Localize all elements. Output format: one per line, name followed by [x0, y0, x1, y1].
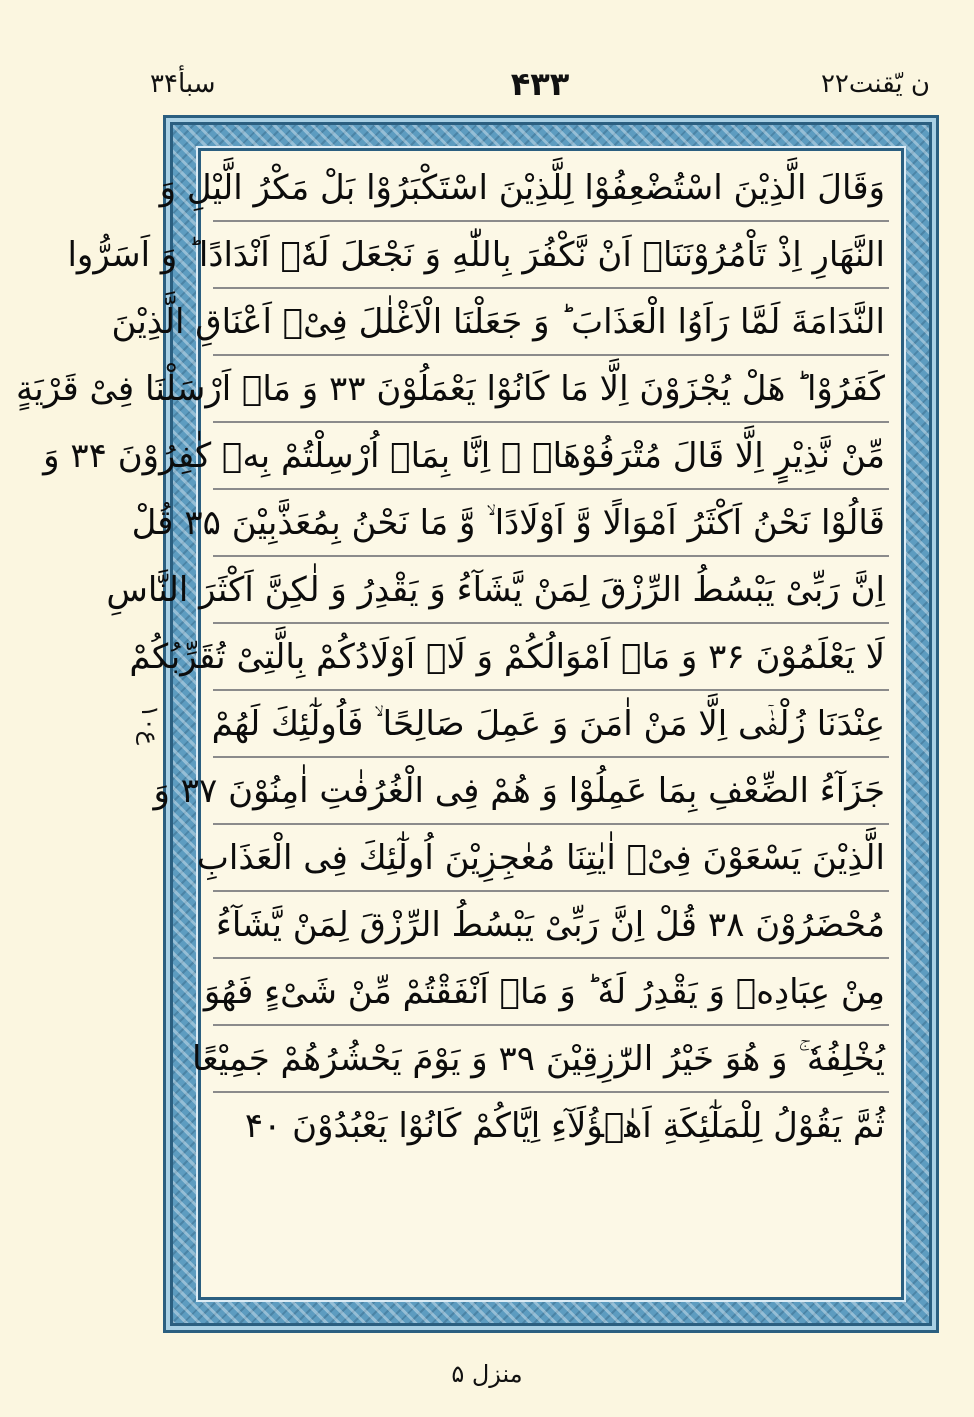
- verse-line: اِنَّ رَبِّیْ یَبْسُطُ الرِّزْقَ لِمَنْ یَّشَآءُ وَ یَقْدِرُ وَ لٰكِنَّ اَكْثَرَ النَّاسِ: [213, 557, 889, 624]
- verse-line: قَالُوْا نَحْنُ اَكْثَرُ اَمْوَالًا وَّ اَوْلَادًا ۙ وَّ مَا نَحْنُ بِمُعَذَّبِیْنَ ۳۵ قُلْ: [213, 490, 889, 557]
- manzil-footer: منزل ۵: [451, 1360, 523, 1388]
- verse-line: ثُمَّ یَقُوْلُ لِلْمَلٰٓئِكَةِ اَهٰۤؤُلَآءِ اِیَّاكُمْ كَانُوْا یَعْبُدُوْنَ ۴۰: [244, 1106, 885, 1146]
- page-number: ۴۳۳: [510, 65, 570, 103]
- verse-line: الَّذِیْنَ یَسْعَوْنَ فِیْۤ اٰیٰتِنَا مُعٰجِزِیْنَ اُولٰٓئِكَ فِی الْعَذَابِ: [213, 825, 889, 892]
- page-header: [150, 62, 930, 106]
- verse-line: جَزَآءُ الضِّعْفِ بِمَا عَمِلُوْا وَ هُمْ فِی الْغُرُفٰتِ اٰمِنُوْنَ ۳۷ وَ: [213, 758, 889, 825]
- verse-line: مِنْ عِبَادِهٖ وَ یَقْدِرُ لَهٗ ؕ وَ مَاۤ اَنْفَقْتُمْ مِّنْ شَیْءٍ فَهُوَ: [213, 959, 889, 1026]
- verse-line: كَفَرُوْا ؕ هَلْ یُجْزَوْنَ اِلَّا مَا كَانُوْا یَعْمَلُوْنَ ۳۳ وَ مَاۤ اَرْسَلْنَا فِیْ قَرْیَةٍ: [213, 356, 889, 423]
- ruku-marker: ع۱۰: [136, 704, 164, 745]
- verse-line: لَا یَعْلَمُوْنَ ۳۶ وَ مَاۤ اَمْوَالُكُمْ وَ لَاۤ اَوْلَادُكُمْ بِالَّتِیْ تُقَرِّبُكُمْ: [213, 624, 889, 691]
- verse-line: النَّدَامَةَ لَمَّا رَاَوُا الْعَذَابَ ؕ وَ جَعَلْنَا الْاَغْلٰلَ فِیْۤ اَعْنَاقِ الَّذِیْنَ: [213, 289, 889, 356]
- surah-name: سبأ۳۴: [150, 69, 216, 99]
- verse-line: مِّنْ نَّذِیْرٍ اِلَّا قَالَ مُتْرَفُوْهَاۤ ۙ اِنَّا بِمَاۤ اُرْسِلْتُمْ بِهٖ كٰفِرُوْنَ ۳۴ وَ: [213, 423, 889, 490]
- verse-line: مُحْضَرُوْنَ ۳۸ قُلْ اِنَّ رَبِّیْ یَبْسُطُ الرِّزْقَ لِمَنْ یَّشَآءُ: [213, 892, 889, 959]
- verse-line: یُخْلِفُهٗ ۚ وَ هُوَ خَیْرُ الرّٰزِقِیْنَ ۳۹ وَ یَوْمَ یَحْشُرُهُمْ جَمِیْعًا: [213, 1026, 889, 1093]
- verse-line: وَقَالَ الَّذِیْنَ اسْتُضْعِفُوْا لِلَّذِیْنَ اسْتَكْبَرُوْا بَلْ مَكْرُ الَّیْلِ وَ: [213, 155, 889, 222]
- verse-line: عِنْدَنَا زُلْفٰۤی اِلَّا مَنْ اٰمَنَ وَ عَمِلَ صَالِحًا ۙ فَاُولٰٓئِكَ لَهُمْ: [213, 691, 889, 758]
- juz-name: ن یّقنت۲۲: [820, 69, 930, 99]
- verse-line: النَّهَارِ اِذْ تَاْمُرُوْنَنَاۤ اَنْ نَّكْفُرَ بِاللّٰهِ وَ نَجْعَلَ لَهٗۤ اَنْدَادًا ؕ وَ اَسَرُّوا: [213, 222, 889, 289]
